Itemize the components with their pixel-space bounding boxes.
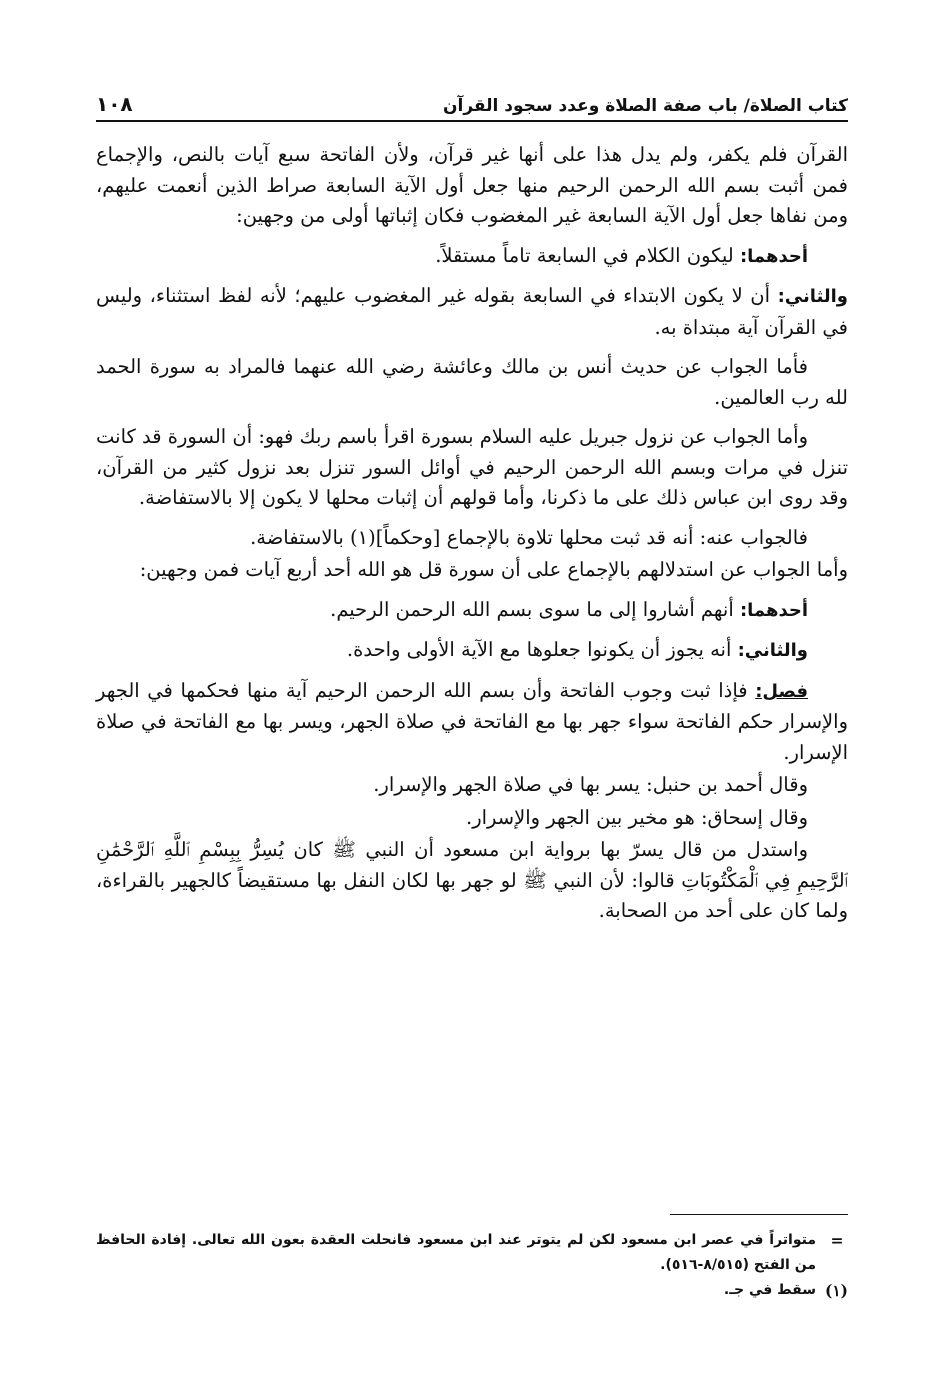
paragraph-text: وأما الجواب عن نزول جبريل عليه السلام بسورة اقرأ باسم ربك فهو: أن السورة قد كانت تنزل في مرات وبسم الله الرحمن الرحيم في أوائل السور تنزل بعد نزول كثير من القرآن، وقد روى ابن عباس ذلك على ما ذكرنا، وأما قولهم أن إثبات محلها لا يكون إلا بالاستفاضة.	[96, 425, 848, 509]
point-paragraph	[96, 241, 848, 273]
point-paragraph	[96, 595, 848, 627]
paragraph-text: ليكون الكلام في السابعة تاماً مستقلاً.	[435, 243, 740, 267]
main-text	[96, 140, 848, 936]
paragraph	[96, 555, 848, 586]
footnote-mark: =	[830, 1231, 844, 1250]
paragraph-text: أن لا يكون الابتداء في السابعة بقوله غير المغضوب عليهم؛ لأنه لفظ استثناء، وليس في القرآن آية مبتداة به.	[96, 284, 848, 339]
point-paragraph	[96, 635, 848, 667]
section-lead: فصل:	[755, 680, 808, 702]
running-title: كتاب الصلاة/ باب صفة الصلاة وعدد سجود القرآن	[443, 96, 848, 116]
point-lead: والثاني:	[737, 640, 808, 661]
page-header	[96, 86, 848, 122]
paragraph	[96, 523, 848, 554]
paragraph	[96, 770, 848, 801]
paragraph-text: وقال أحمد بن حنبل: يسر بها في صلاة الجهر والإسرار.	[373, 773, 808, 796]
paragraph	[96, 835, 848, 927]
paragraph-text: أنه يجوز أن يكونوا جعلوها مع الآية الأولى واحدة.	[346, 638, 738, 661]
footnote-text: متواتراً في عصر ابن مسعود لكن لم يتوتر عند ابن مسعود فانحلت العقدة بعون الله تعالى. إفادة الحافظ من الفتح (٨/٥١٥-٥١٦).	[96, 1232, 816, 1273]
section-paragraph	[96, 676, 848, 769]
footnote-text: سقط في جـ.	[723, 1282, 816, 1298]
paragraph-text: فالجواب عنه: أنه قد ثبت محلها تلاوة بالإجماع [وحكماً](١) بالاستفاضة.	[250, 525, 808, 549]
paragraph	[96, 803, 848, 834]
paragraph	[96, 352, 848, 413]
point-lead: أحدهما:	[739, 245, 808, 267]
footnotes	[96, 1228, 848, 1303]
page-number: ١٠٨	[96, 92, 133, 116]
point-lead: أحدهما:	[739, 599, 808, 621]
paragraph-text: وأما الجواب عن استدلالهم بالإجماع على أن سورة قل هو الله أحد أربع آيات فمن وجهين:	[139, 558, 848, 581]
paragraph-text: أنهم أشاروا إلى ما سوى بسم الله الرحمن الرحيم.	[330, 597, 740, 621]
footnote-mark: (١)	[824, 1281, 848, 1300]
paragraph	[96, 140, 848, 232]
paragraph-text: فأما الجواب عن حديث أنس بن مالك وعائشة رضي الله عنهما فالمراد به سورة الحمد لله رب العالمين.	[96, 355, 848, 409]
footnote	[96, 1228, 848, 1278]
paragraph-text: وقال إسحاق: هو مخير بين الجهر والإسرار.	[466, 805, 808, 829]
paragraph-text: القرآن فلم يكفر، ولم يدل هذا على أنها غير قرآن، ولأن الفاتحة سبع آيات بالنص، والإجماع فمن أثبت بسم الله الرحمن الرحيم منها جعل أول الآية السابعة صراط الذين أنعمت عليهم، ومن نفاها جعل أول الآية السابعة غير المغضوب فكان إثباتها أولى من وجهين:	[96, 143, 848, 227]
footnote	[96, 1278, 848, 1303]
paragraph	[96, 422, 848, 514]
footnote-separator	[670, 1214, 848, 1215]
point-paragraph	[96, 281, 848, 343]
paragraph-text: فإذا ثبت وجوب الفاتحة وأن بسم الله الرحمن الرحيم آية منها فحكمها في الجهر والإسرار حكم الفاتحة سواء جهر بها مع الفاتحة في صلاة الجهر، ويسر بها مع الفاتحة في صلاة الإسرار.	[96, 678, 848, 764]
point-lead: والثاني:	[777, 286, 848, 307]
paragraph-text: واستدل من قال يسرّ بها برواية ابن مسعود أن النبي ﷺ كان يُسِرُّ بِبِسْمِ ٱللَّهِ ٱلرَّحْمَٰنِ ٱلرَّحِيمِ فِي ٱلْمَكْتُوبَاتِ قالوا: لأن النبي ﷺ لو جهر بها لكان النفل بها مستقيضاً كالجهير بالقراءة، ولما كان على أحد من الصحابة.	[96, 838, 848, 922]
